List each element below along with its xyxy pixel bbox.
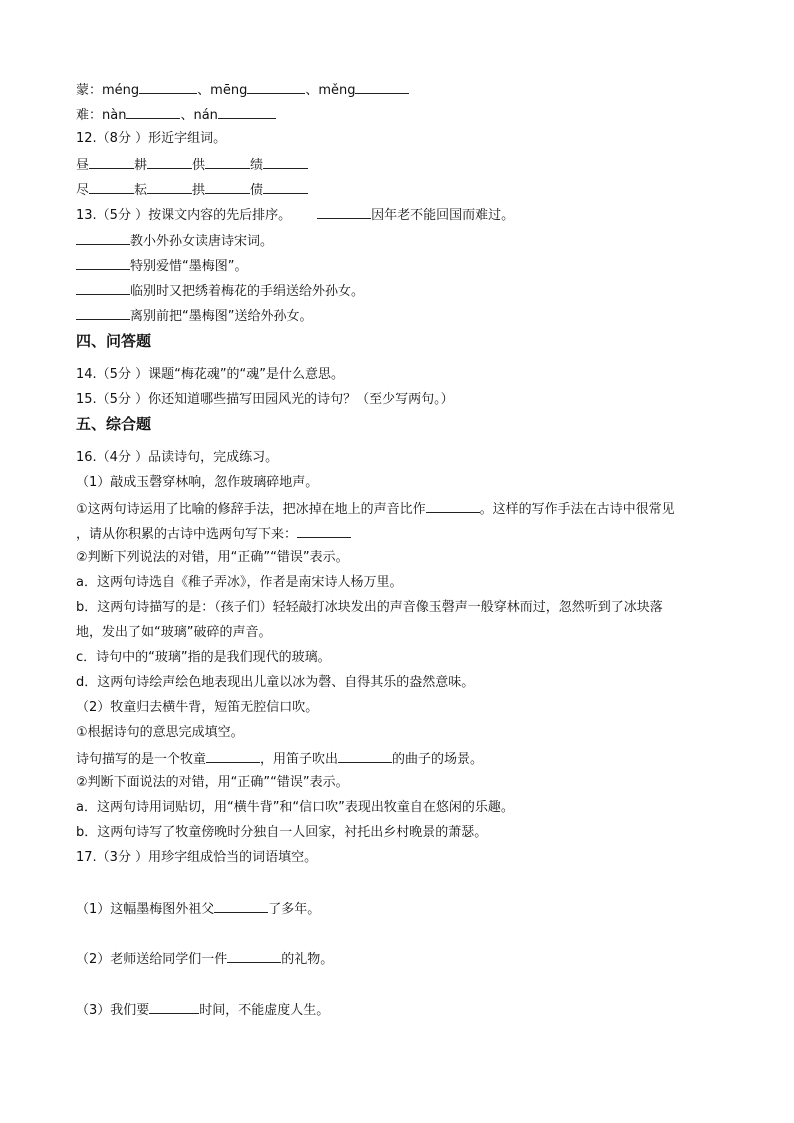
q16-p1-b-cont: 地，发出了如“玻璃”破碎的声音。: [76, 625, 272, 640]
q13-first-item: 因年老不能回国而难过。: [371, 208, 515, 223]
q17-item-3: [76, 1000, 329, 1020]
q13-item: [76, 231, 273, 251]
blank[interactable]: [89, 180, 134, 194]
item-text: 特别爱惜“墨梅图”。: [130, 259, 248, 274]
q16-p2-fill: [76, 749, 483, 769]
blank[interactable]: [149, 1000, 199, 1014]
text: ，请从你积累的古诗中选两句写下来：: [76, 527, 298, 542]
char: 拱: [192, 183, 206, 198]
blank[interactable]: [218, 105, 276, 119]
q16-poem1: （1）敲成玉磬穿林响，忽作玻璃碎地声。: [76, 475, 319, 490]
q12-title: 12.（8分 ）形近字组词。: [76, 131, 227, 146]
q13-title: 13.（5分 ）按课文内容的先后排序。: [76, 208, 292, 223]
blank[interactable]: [317, 205, 371, 219]
q16-p1-q1-cont: [76, 524, 351, 544]
pinyin-label: 、měng: [305, 83, 356, 98]
char: 昼: [76, 158, 90, 173]
q12-row1: [76, 155, 308, 175]
q16-p2-q2: ②判断下面说法的对错，用“正确”“错误”表示。: [76, 775, 349, 790]
char: 绩: [250, 158, 264, 173]
char: 尽: [76, 183, 90, 198]
text: 诗句描写的是一个牧童: [76, 752, 207, 767]
char-label: 蒙：: [76, 83, 103, 98]
q16-p2-a: a．这两句诗用词贴切，用“横牛背”和“信口吹”表现出牧童自在悠闲的乐趣。: [76, 800, 514, 815]
q16-p1-c: c．诗句中的“玻璃”指的是我们现代的玻璃。: [76, 650, 331, 665]
text: 。这样的写作手法在古诗中很常见: [479, 502, 675, 517]
char: 债: [250, 183, 264, 198]
blank[interactable]: [214, 899, 268, 913]
pinyin-meng-line: [76, 80, 409, 100]
char: 供: [192, 158, 206, 173]
q16-p1-q1: [76, 499, 675, 519]
text: ①这两句诗运用了比喻的修辞手法，把冰掉在地上的声音比作: [76, 502, 426, 517]
blank[interactable]: [89, 155, 134, 169]
q16-p2-b: b．这两句诗写了牧童傍晚时分独自一人回家，衬托出乡村晚景的萧瑟。: [76, 825, 488, 840]
text: （1）这幅墨梅图外祖父: [76, 902, 215, 917]
q16-p1-b: b．这两句诗描写的是：（孩子们）轻轻敲打冰块发出的声音像玉磬声一般穿林而过，忽然听到了冰块落: [76, 600, 663, 615]
q13-title-line: [76, 205, 514, 225]
pinyin-label: nàn: [102, 108, 127, 123]
char: 耕: [134, 158, 148, 173]
q17-item-2: [76, 949, 333, 969]
q12-row2: [76, 180, 308, 200]
blank[interactable]: [205, 155, 250, 169]
blank[interactable]: [147, 180, 192, 194]
blank[interactable]: [76, 256, 130, 270]
text: 了多年。: [268, 902, 321, 917]
text: 的曲子的场景。: [392, 752, 484, 767]
q16-p1-a: a．这两句诗选自《稚子弄冰》，作者是南宋诗人杨万里。: [76, 575, 403, 590]
blank[interactable]: [263, 180, 308, 194]
q16-title: 16.（4分 ）品读诗句，完成练习。: [76, 450, 279, 465]
char: 耘: [134, 183, 148, 198]
q15: 15.（5分 ）你还知道哪些描写田园风光的诗句？（至少写两句。）: [76, 392, 454, 407]
blank[interactable]: [139, 80, 197, 94]
q16-poem2: （2）牧童归去横牛背，短笛无腔信口吹。: [76, 700, 319, 715]
text: （3）我们要: [76, 1003, 150, 1018]
blank[interactable]: [206, 749, 260, 763]
section5-heading: 五、综合题: [76, 415, 152, 433]
item-text: 临别时又把绣着梅花的手绢送给外孙女。: [130, 284, 365, 299]
blank[interactable]: [76, 281, 130, 295]
q14: 14.（5分 ）课题“梅花魂”的“魂”是什么意思。: [76, 367, 345, 382]
blank[interactable]: [76, 231, 130, 245]
text: （2）老师送给同学们一件: [76, 952, 228, 967]
item-text: 离别前把“墨梅图”送给外孙女。: [130, 309, 313, 324]
blank[interactable]: [247, 80, 305, 94]
blank[interactable]: [205, 180, 250, 194]
q16-p1-q2: ②判断下列说法的对错，用“正确”“错误”表示。: [76, 550, 349, 565]
q16-p2-q1: ①根据诗句的意思完成填空。: [76, 725, 244, 740]
blank[interactable]: [227, 949, 281, 963]
q13-item: [76, 281, 364, 301]
blank[interactable]: [355, 80, 409, 94]
blank[interactable]: [338, 749, 392, 763]
char-label: 难：: [76, 108, 103, 123]
text: 的礼物。: [281, 952, 334, 967]
item-text: 教小外孙女读唐诗宋词。: [130, 234, 274, 249]
blank[interactable]: [426, 499, 480, 513]
blank[interactable]: [147, 155, 192, 169]
q17-item-1: [76, 899, 320, 919]
q13-item: [76, 256, 247, 276]
blank[interactable]: [263, 155, 308, 169]
blank[interactable]: [76, 306, 130, 320]
pinyin-label: méng: [102, 83, 140, 98]
section4-heading: 四、问答题: [76, 332, 152, 350]
text: ，用笛子吹出: [260, 752, 339, 767]
q17-title: 17.（3分 ）用珍字组成恰当的词语填空。: [76, 850, 318, 865]
blank[interactable]: [126, 105, 180, 119]
pinyin-nan-line: [76, 105, 276, 125]
pinyin-label: 、mēng: [197, 83, 248, 98]
text: 时间，不能虚度人生。: [199, 1003, 330, 1018]
q13-item: [76, 306, 312, 326]
blank[interactable]: [297, 524, 351, 538]
q16-p1-d: d．这两句诗绘声绘色地表现出儿童以冰为磬、自得其乐的盎然意味。: [76, 675, 475, 690]
pinyin-label: 、nán: [180, 108, 218, 123]
